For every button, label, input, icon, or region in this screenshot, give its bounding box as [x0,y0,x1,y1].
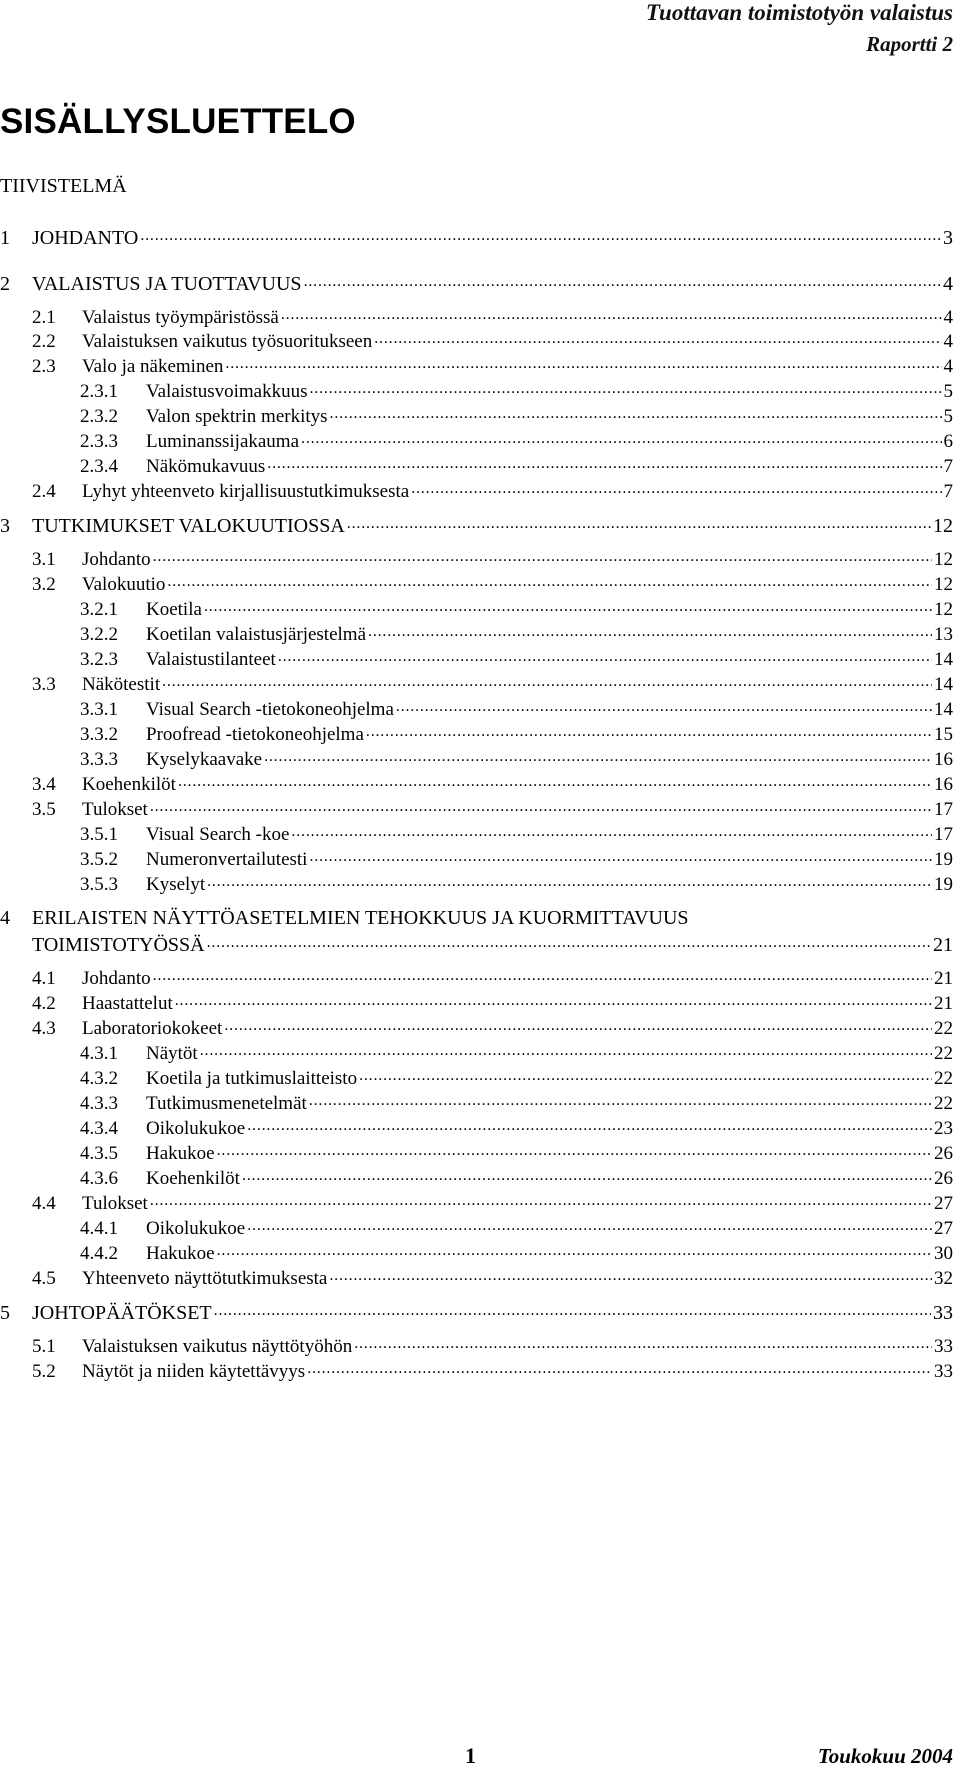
dot-leader [242,1165,932,1184]
toc-entry[interactable] [0,621,953,647]
dot-leader [264,746,932,765]
dot-leader [359,1065,932,1084]
toc-entry-title: VALAISTUS JA TUOTTAVUUS [32,273,302,295]
toc-entry[interactable] [0,1190,953,1216]
dot-leader [307,1358,932,1377]
dot-leader [304,270,941,290]
toc-entry-title: Laboratoriokokeet [82,1018,223,1039]
toc-entry-page: 16 [934,774,953,795]
toc-entry[interactable] [0,1065,953,1091]
toc-entry-number: 3.4 [32,774,56,795]
toc-entry-title: Näkötestit [82,674,161,695]
toc-entry-page: 7 [943,456,953,477]
toc-entry[interactable] [0,671,953,697]
dot-leader [278,646,932,665]
toc-entry-title: Tulokset [82,1193,148,1214]
toc-entry-title: Haastattelut [82,993,173,1014]
toc-entry-page: 21 [934,968,953,989]
toc-entry-number: 4.2 [32,993,56,1014]
report-subtitle: Raportti 2 [866,32,953,56]
dot-leader [207,871,932,890]
toc-entry-title: Oikolukukoe [146,1118,246,1139]
toc-entry[interactable] [0,696,953,722]
toc-entry[interactable] [0,403,953,429]
toc-entry-page: 23 [934,1118,953,1139]
toc-entry[interactable] [0,1333,953,1359]
toc-entry-title: JOHDANTO [32,227,139,249]
toc-entry-title: Johdanto [82,968,151,989]
toc-entry-number: 3.5 [32,799,56,820]
toc-entry-title: Näytöt [146,1043,198,1064]
toc-entry[interactable] [0,746,953,772]
toc-entry-page: 33 [934,1361,953,1382]
toc-entry-page: 22 [934,1018,953,1039]
toc-entry-title: Valaistuksen vaikutus näyttötyöhön [82,1336,353,1357]
toc-entry[interactable] [0,478,953,504]
toc-entry-page: 14 [934,649,953,670]
toc-entry-number: 3 [0,515,10,537]
toc-entry-number: 3.3.1 [80,699,118,720]
toc-entry-title: Valokuutio [82,574,166,595]
toc-entry-page: 4 [943,356,953,377]
toc-entry-number: 2.3.2 [80,406,118,427]
toc-entry[interactable] [0,571,953,597]
toc-entry-title: Visual Search -koe [146,824,290,845]
dot-leader [167,571,932,590]
toc-entry[interactable] [0,353,953,379]
toc-entry-number: 3.5.2 [80,849,118,870]
dot-leader [247,1215,932,1234]
toc-entry-number: 3.3 [32,674,56,695]
toc-entry[interactable] [0,965,953,991]
toc-entry-title: Yhteenveto näyttötutkimuksesta [82,1268,328,1289]
toc-entry-number: 5.2 [32,1361,56,1382]
toc-entry-page: 16 [934,749,953,770]
toc-entry-number: 4.4.1 [80,1218,118,1239]
toc-entry-number: 3.1 [32,549,56,570]
toc-entry[interactable] [0,1090,953,1116]
toc-entry-title: JOHTOPÄÄTÖKSET [32,1302,212,1324]
toc-entry-page: 12 [934,599,953,620]
dot-leader [150,796,932,815]
toc-entry[interactable] [0,1265,953,1291]
toc-entry[interactable] [0,646,953,672]
toc-entry-page: 22 [934,1068,953,1089]
toc-entry-title: Valon spektrin merkitys [146,406,328,427]
dot-leader [368,621,932,640]
toc-entry[interactable] [0,328,953,354]
toc-entry-number: 1 [0,227,10,249]
toc-entry-number: 2.4 [32,481,56,502]
toc-entry-title: Tulokset [82,799,148,820]
toc-entry[interactable] [0,546,953,572]
toc-entry-number: 4.3.5 [80,1143,118,1164]
toc-entry-number: 5 [0,1302,10,1324]
toc-entry[interactable] [0,1240,953,1266]
toc-entry[interactable] [0,796,953,822]
toc-entry-page: 14 [934,699,953,720]
dot-leader [330,403,942,422]
toc-entry-page: 30 [934,1243,953,1264]
toc-entry-page: 33 [934,1336,953,1357]
toc-entry[interactable] [0,1215,953,1241]
dot-leader [309,1090,932,1109]
page-number: 1 [465,1743,476,1768]
dot-leader [140,224,941,244]
toc-entry-title: Koetila [146,599,202,620]
dot-leader [207,931,931,951]
dot-leader [354,1333,932,1352]
toc-entry-number: 3.2 [32,574,56,595]
toc-entry[interactable] [0,512,953,538]
dot-leader [291,821,932,840]
toc-entry[interactable] [0,1115,953,1141]
dot-leader [214,1299,931,1319]
dot-leader [310,378,942,397]
toc-entry[interactable] [0,453,953,479]
dot-leader [175,990,932,1009]
toc-entry-title: Koehenkilöt [82,774,176,795]
toc-entry[interactable] [0,1165,953,1191]
toc-entry[interactable] [0,721,953,747]
dot-leader [153,965,932,984]
toc-entry-page: 15 [934,724,953,745]
toc-entry-number: 2.1 [32,307,56,328]
toc-entry-title: Koehenkilöt [146,1168,240,1189]
toc-entry[interactable] [0,428,953,454]
toc-entry-page: 26 [934,1168,953,1189]
toc-entry-number: 3.3.3 [80,749,118,770]
toc-entry-number: 3.2.1 [80,599,118,620]
toc-entry-page: 3 [943,227,953,249]
toc-entry-title: Valaistustilanteet [146,649,276,670]
toc-entry-title: Valaistus työympäristössä [82,307,279,328]
dot-leader [267,453,941,472]
toc-entry-title-line1: ERILAISTEN NÄYTTÖASETELMIEN TEHOKKUUS JA KUORMITTAVUUS [32,907,689,929]
toc-entry-number: 3.5.3 [80,874,118,895]
toc-entry-page: 26 [934,1143,953,1164]
footer-date: Toukokuu 2004 [817,1744,953,1768]
toc-entry-page: 22 [934,1043,953,1064]
toc-entry-page: 5 [943,406,953,427]
toc-entry-page: 5 [943,381,953,402]
toc-entry[interactable] [0,931,953,957]
toc-entry-title: Koetila ja tutkimuslaitteisto [146,1068,358,1089]
toc-entry-number: 4.3.3 [80,1093,118,1114]
toc-entry-number: 4.3.1 [80,1043,118,1064]
toc-entry-title: Lyhyt yhteenveto kirjallisuustutkimuksesta [82,481,410,502]
dot-leader [225,353,941,372]
toc-entry-title: Valaistusvoimakkuus [146,381,308,402]
report-title: Tuottavan toimistotyön valaistus [645,0,953,25]
toc-entry-number: 4.1 [32,968,56,989]
dot-leader [204,596,932,615]
toc-entry-number: 4.3 [32,1018,56,1039]
toc-entry[interactable] [0,596,953,622]
toc-entry-title: Näkömukavuus [146,456,266,477]
toc-entry-title: Koetilan valaistusjärjestelmä [146,624,367,645]
toc-entry[interactable] [0,378,953,404]
toc-entry-page: 12 [934,574,953,595]
toc-entry[interactable] [0,1140,953,1166]
dot-leader [374,328,941,347]
toc-entry-number: 2.3 [32,356,56,377]
dot-leader [396,696,932,715]
toc-entry-page: 12 [934,549,953,570]
toc-entry-number: 2.3.3 [80,431,118,452]
toc-entry-title: Näytöt ja niiden käytettävyys [82,1361,306,1382]
toc-entry-page: 21 [933,934,953,956]
toc-entry-title: TUTKIMUKSET VALOKUUTIOSSA [32,515,345,537]
toc-entry-title: Hakukoe [146,1143,215,1164]
dot-leader [329,1265,932,1284]
dot-leader [247,1115,932,1134]
toc-entry-title: Visual Search -tietokoneohjelma [146,699,394,720]
toc-entry[interactable] [0,821,953,847]
toc-entry-title: Kyselykaavake [146,749,263,770]
dot-leader [411,478,941,497]
toc-entry-number: 4.5 [32,1268,56,1289]
dot-leader [217,1140,932,1159]
toc-entry[interactable] [0,1040,953,1066]
toc-entry-page: 17 [934,824,953,845]
toc-entry-title: Tutkimusmenetelmät [146,1093,307,1114]
toc-entry-title: Proofread -tietokoneohjelma [146,724,364,745]
toc-entry[interactable] [0,990,953,1016]
page-header [646,0,953,58]
toc-entry-page: 6 [943,431,953,452]
toc-entry-title: Oikolukukoe [146,1218,246,1239]
dot-leader [153,546,932,565]
toc-entry-number: 2.3.4 [80,456,118,477]
toc-entry[interactable] [0,846,953,872]
toc-abstract-label: TIIVISTELMÄ [0,175,127,197]
toc-entry-number: 2.2 [32,331,56,352]
toc-entry-page: 13 [934,624,953,645]
toc-entry-page: 7 [943,481,953,502]
toc-entry-page: 19 [934,874,953,895]
toc-entry-page: 19 [934,849,953,870]
toc-entry-title: Kyselyt [146,874,206,895]
toc-entry-page: 33 [933,1302,953,1324]
toc-entry-page: 21 [934,993,953,1014]
dot-leader [301,428,941,447]
toc-entry-multiline[interactable] [0,906,689,930]
toc-entry-title: Luminanssijakauma [146,431,300,452]
dot-leader [224,1015,932,1034]
toc-entry-page: 12 [933,515,953,537]
dot-leader [366,721,932,740]
toc-entry-page: 32 [934,1268,953,1289]
toc-entry-number: 2 [0,273,10,295]
toc-entry-number: 3.3.2 [80,724,118,745]
dot-leader [281,304,942,323]
toc-entry-title: Valo ja näkeminen [82,356,224,377]
toc-entry-number: 4.3.2 [80,1068,118,1089]
toc-entry-title: Valaistuksen vaikutus työsuoritukseen [82,331,373,352]
toc-entry[interactable] [0,270,953,296]
toc-entry[interactable] [0,304,953,330]
toc-entry-page: 4 [943,331,953,352]
toc-entry-number: 2.3.1 [80,381,118,402]
toc-entry-number: 4.3.4 [80,1118,118,1139]
dot-leader [150,1190,932,1209]
toc-entry-page: 27 [934,1193,953,1214]
toc-entry-page: 22 [934,1093,953,1114]
toc-entry-number: 4.4 [32,1193,56,1214]
toc-entry[interactable] [0,224,953,250]
dot-leader [200,1040,932,1059]
toc-entry-title: Johdanto [82,549,151,570]
dot-leader [309,846,932,865]
toc-entry-page: 17 [934,799,953,820]
toc-entry-page: 4 [943,273,953,295]
toc-entry-number: 3.5.1 [80,824,118,845]
toc-entry-title: Numeronvertailutesti [146,849,308,870]
toc-entry-title-line2: TOIMISTOTYÖSSÄ [32,934,205,956]
dot-leader [347,512,931,532]
toc-entry[interactable] [0,1299,953,1325]
dot-leader [178,771,932,790]
toc-entry-number: 3.2.2 [80,624,118,645]
dot-leader [162,671,932,690]
toc-entry-number: 5.1 [32,1336,56,1357]
toc-entry[interactable] [0,771,953,797]
toc-entry-page: 27 [934,1218,953,1239]
toc-entry[interactable] [0,871,953,897]
toc-entry-number: 4.4.2 [80,1243,118,1264]
toc-heading: SISÄLLYSLUETTELO [0,102,356,141]
toc-entry[interactable] [0,1358,953,1384]
toc-entry-number: 3.2.3 [80,649,118,670]
toc-entry-page: 4 [943,307,953,328]
toc-entry-page: 14 [934,674,953,695]
toc-entry[interactable] [0,1015,953,1041]
toc-entry-number: 4.3.6 [80,1168,118,1189]
toc-entry-number: 4 [0,907,10,929]
dot-leader [217,1240,932,1259]
toc-entry-title: Hakukoe [146,1243,215,1264]
